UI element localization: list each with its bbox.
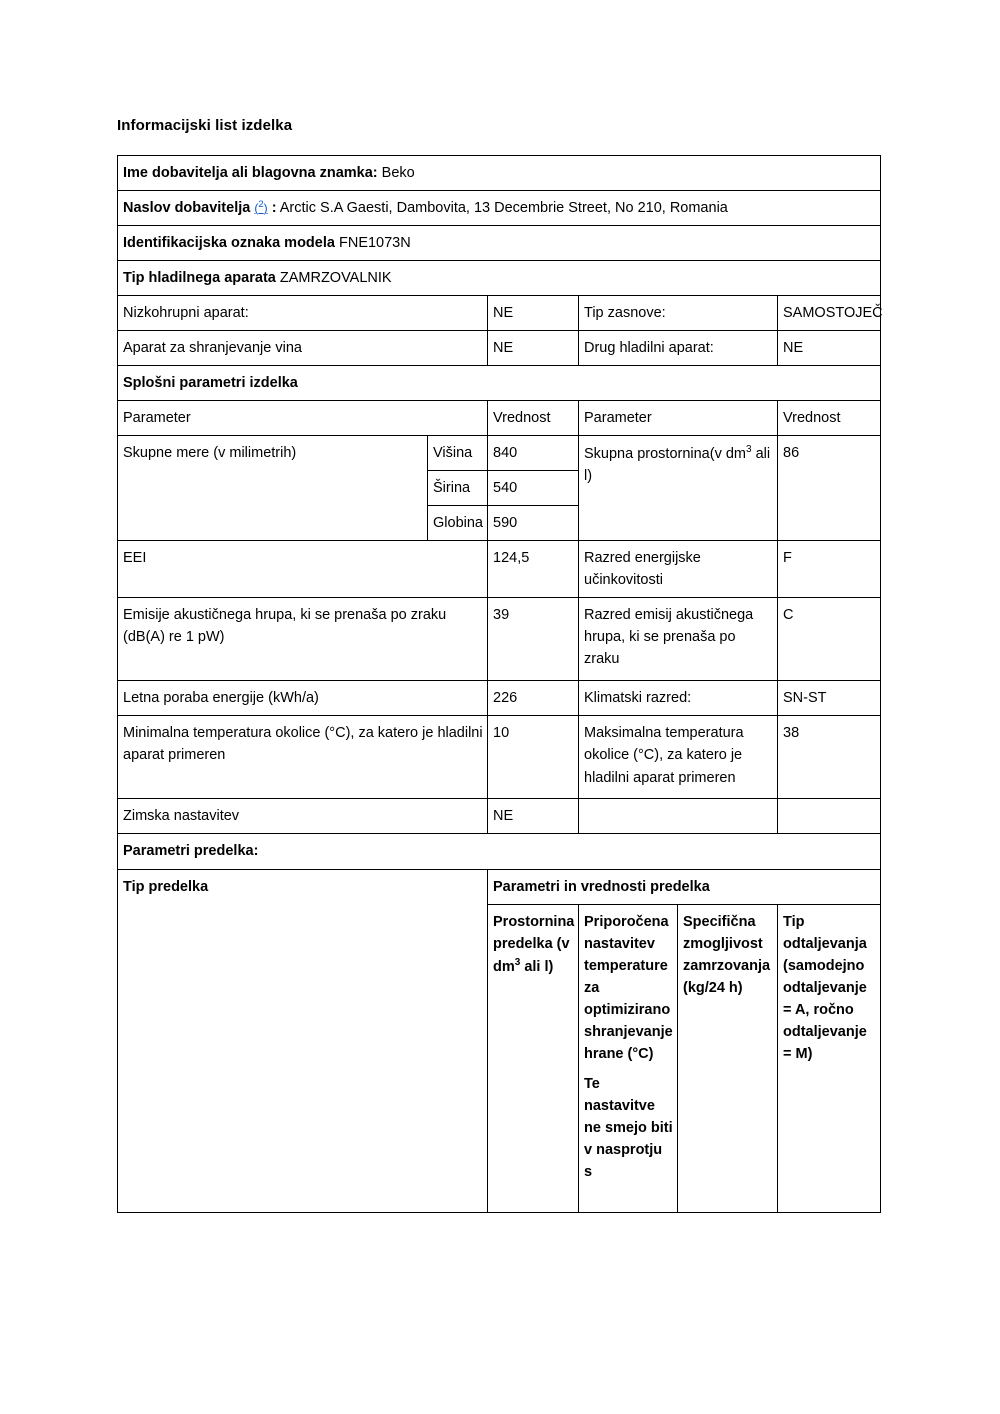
appliance-type-label: Tip hladilnega aparata [123, 270, 276, 287]
table-row-supplier-name [118, 156, 881, 191]
dimension-height-value: 840 [488, 436, 579, 471]
table-row-model [118, 226, 881, 261]
wine-storage-value: NE [488, 331, 579, 366]
table-row-low-noise [118, 296, 881, 331]
min-ambient-label: Minimalna temperatura okolice (°C), za katero je hladilni aparat primeren [118, 716, 488, 799]
general-section-title: Splošni parametri izdelka [118, 366, 881, 401]
product-information-table [117, 155, 881, 1213]
max-ambient-value: 38 [778, 716, 881, 799]
overall-dimensions-label: Skupne mere (v milimetrih) [118, 436, 428, 541]
table-row-compartment-header [118, 869, 881, 904]
header-parameter-1: Parameter [118, 401, 488, 436]
column-header-volume-text-b: ali l) [520, 958, 554, 975]
dimension-width-value: 540 [488, 471, 579, 506]
annual-energy-value: 226 [488, 681, 579, 716]
min-ambient-value: 10 [488, 716, 579, 799]
climate-class-label: Klimatski razred: [579, 681, 778, 716]
annual-energy-label: Letna poraba energije (kWh/a) [118, 681, 488, 716]
design-type-label: Tip zasnove: [579, 296, 778, 331]
max-ambient-label: Maksimalna temperatura okolice (°C), za katero je hladilni aparat primeren [579, 716, 778, 799]
total-volume-label-text-a: Skupna prostornina(v dm [584, 446, 746, 463]
table-row-dimension-height [118, 436, 881, 471]
low-noise-label: Nizkohrupni aparat: [118, 296, 488, 331]
recommended-temperature-spacer [584, 1065, 673, 1073]
column-header-defrost-type: Tip odtaljevanja (samodejno odtaljevanje = A, ročno odtaljevanje = M) [778, 904, 881, 1212]
appliance-type-value: ZAMRZOVALNIK [279, 270, 392, 287]
table-row-airborne-noise [118, 598, 881, 681]
low-noise-value: NE [488, 296, 579, 331]
table-row-wine-storage [118, 331, 881, 366]
supplier-name-value: Beko [381, 165, 415, 181]
dimension-depth-label: Globina [428, 506, 488, 541]
model-cell [118, 226, 881, 261]
total-volume-label [579, 436, 778, 541]
energy-class-label: Razred energijske učinkovitosti [579, 541, 778, 598]
winter-setting-empty-value [778, 799, 881, 834]
table-row-eei [118, 541, 881, 598]
column-header-recommended-temperature [579, 904, 678, 1212]
appliance-type-cell [118, 261, 881, 296]
noise-class-label: Razred emisij akustičnega hrupa, ki se prenaša po zraku [579, 598, 778, 681]
table-row-general-header [118, 401, 881, 436]
wine-storage-label: Aparat za shranjevanje vina [118, 331, 488, 366]
other-appliance-label: Drug hladilni aparat: [579, 331, 778, 366]
model-label: Identifikacijska oznaka modela [123, 235, 335, 252]
energy-class-value: F [778, 541, 881, 598]
winter-setting-empty-label [579, 799, 778, 834]
winter-setting-label: Zimska nastavitev [118, 799, 488, 834]
climate-class-value: SN-ST [778, 681, 881, 716]
winter-setting-value: NE [488, 799, 579, 834]
table-row-general-section [118, 366, 881, 401]
table-row-appliance-type [118, 261, 881, 296]
column-header-volume-text-a: Prostornina predelka (v dm [493, 913, 575, 975]
compartment-values-header: Parametri in vrednosti predelka [488, 869, 881, 904]
eei-label: EEI [118, 541, 488, 598]
footnote-superscript: 2 [258, 199, 264, 211]
recommended-temperature-note: Te nastavitve ne smejo biti v nasprotju s [584, 1075, 673, 1180]
table-row-ambient-temperature [118, 716, 881, 799]
table-row-winter-setting [118, 799, 881, 834]
dimension-height-label: Višina [428, 436, 488, 471]
total-volume-superscript: 3 [746, 444, 752, 456]
noise-emission-label: Emisije akustičnega hrupa, ki se prenaša po zraku (dB(A) re 1 pW) [118, 598, 488, 681]
eei-value: 124,5 [488, 541, 579, 598]
compartment-section-title: Parametri predelka: [118, 834, 881, 869]
column-header-volume-superscript: 3 [514, 956, 521, 968]
supplier-address-value: Arctic S.A Gaesti, Dambovita, 13 Decembrie Street, No 210, Romania [279, 200, 728, 217]
design-type-value: SAMOSTOJEČ [778, 296, 881, 331]
dimension-depth-value: 590 [488, 506, 579, 541]
noise-emission-value: 39 [488, 598, 579, 681]
supplier-name-label: Ime dobavitelja ali blagovna znamka: [123, 165, 378, 181]
column-header-compartment-volume [488, 904, 579, 1212]
table-row-annual-energy [118, 681, 881, 716]
supplier-address-separator: : [271, 200, 277, 217]
recommended-temperature-main: Priporočena nastavitev temperature za optimizirano shranjevanje hrane (°C) [584, 913, 673, 1062]
total-volume-label-text-b: ali l) [584, 446, 771, 485]
header-value-2: Vrednost [778, 401, 881, 436]
table-row-supplier-address [118, 191, 881, 226]
total-volume-value: 86 [778, 436, 881, 541]
other-appliance-value: NE [778, 331, 881, 366]
page-title: Informacijski list izdelka [117, 117, 293, 134]
header-parameter-2: Parameter [579, 401, 778, 436]
header-value-1: Vrednost [488, 401, 579, 436]
compartment-type-header: Tip predelka [118, 869, 488, 1212]
table-row-compartment-section [118, 834, 881, 869]
supplier-address-label: Naslov dobavitelja [123, 200, 251, 217]
supplier-name-cell [118, 156, 881, 191]
footnote-link-2[interactable]: ($^2$) [254, 199, 268, 216]
supplier-address-cell [118, 191, 881, 226]
column-header-freezing-capacity: Specifična zmogljivost zamrzovanja (kg/24 h) [678, 904, 778, 1212]
noise-class-value: C [778, 598, 881, 681]
dimension-width-label: Širina [428, 471, 488, 506]
model-value: FNE1073N [338, 235, 411, 252]
